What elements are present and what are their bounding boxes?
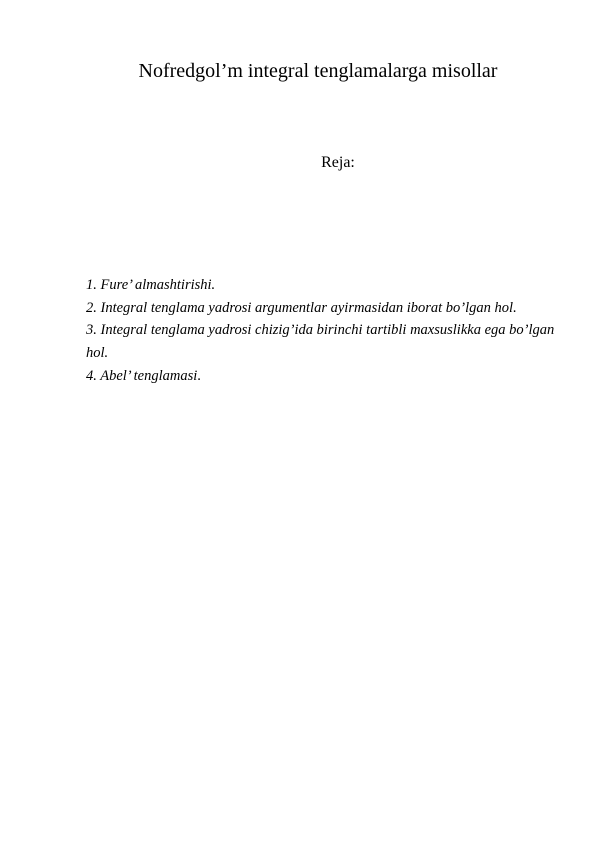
- plan-item-2: 2. Integral tenglama yadrosi argumentlar ayirmasidan iborat bo’lgan hol.: [86, 299, 517, 316]
- plan-list: [86, 274, 556, 388]
- plan-item-1: 1. Fure’ almashtirishi.: [86, 277, 216, 293]
- document-title: Nofredgol’m integral tenglamalarga misollar: [138, 60, 498, 82]
- plan-item-3: 3. Integral tenglama yadrosi chizig’ida birinchi tartibli maxsuslikka ega bo’lgan hol.: [86, 322, 555, 362]
- plan-item-4-period: .: [197, 367, 201, 384]
- plan-item-4-text: 4. Abel’ tenglamasi: [86, 367, 198, 384]
- plan-heading: Reja:: [321, 154, 355, 171]
- plan-item-4: [86, 365, 556, 388]
